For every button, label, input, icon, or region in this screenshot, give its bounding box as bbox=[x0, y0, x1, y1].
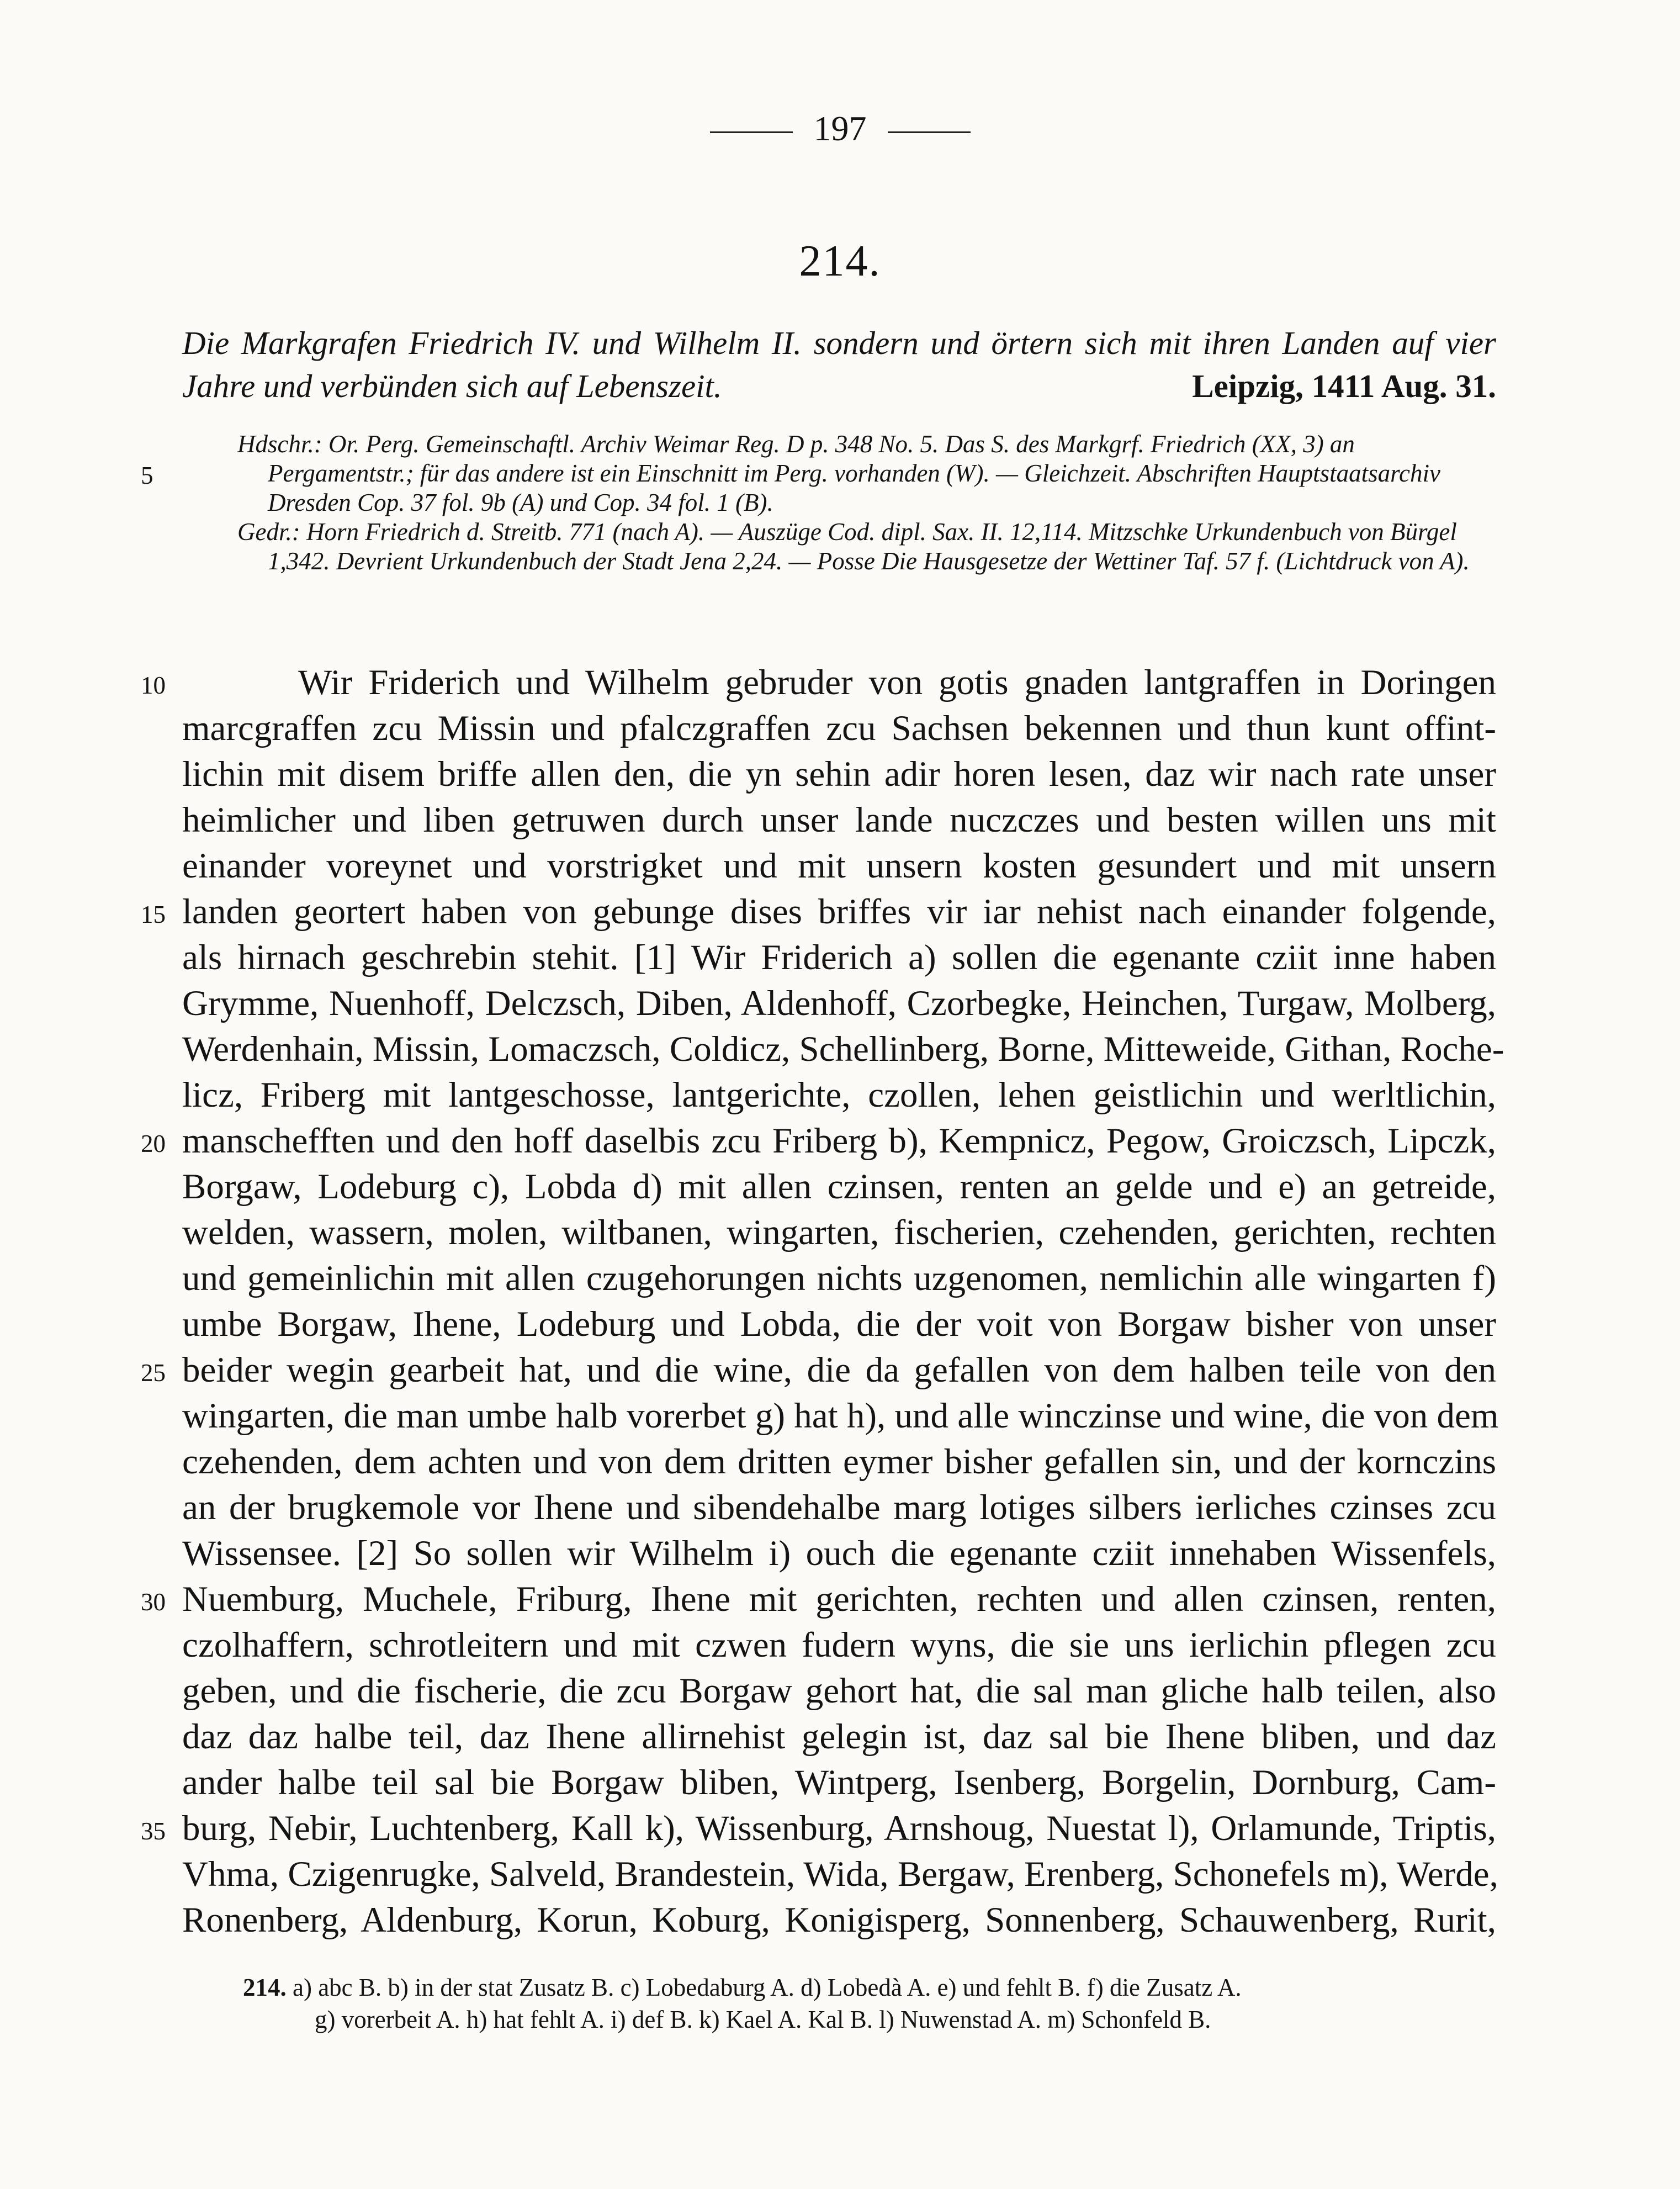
regest-date: Leipzig, 1411 Aug. 31. bbox=[1192, 368, 1496, 404]
line-number: 20 bbox=[141, 1130, 166, 1157]
text-line: Vhma, Czigenrugke, Salveld, Brandestein, Wida, Bergaw, Erenberg, Schonefels m), Werde, bbox=[182, 1854, 1498, 1894]
text-line: marcgraffen zcu Missin und pfalczgraffen zcu Sachsen bekennen und thun kunt offint- bbox=[182, 708, 1496, 748]
text-line: heimlicher und liben getruwen durch unser lande nuczczes und besten willen uns mit bbox=[182, 800, 1496, 840]
footnote-text: a) abc B. b) in der stat Zusatz B. c) Lobedaburg A. d) Lobedà A. e) und fehlt B. f) die Zusatz A. bbox=[293, 1974, 1242, 2001]
line-number: 10 bbox=[141, 671, 166, 699]
regest-text: Die Markgrafen Friedrich IV. und Wilhelm II. sondern und örtern sich mit ihren Landen auf vier Jahre und verbünden sich auf Lebenszeit. bbox=[182, 325, 1496, 404]
text-line: als hirnach geschrebin stehit. [1] Wir Friderich a) sollen die egenante cziit inne haben bbox=[182, 938, 1496, 977]
page-header bbox=[0, 108, 1680, 149]
text-line: Werdenhain, Missin, Lomaczsch, Coldicz, Schellinberg, Borne, Mitteweide, Githan, Roche- bbox=[182, 1029, 1504, 1069]
text-line: lichin mit disem briffe allen den, die yn sehin adir horen lesen, daz wir nach rate unser bbox=[182, 754, 1496, 794]
header-rule-left bbox=[710, 131, 793, 133]
regest bbox=[182, 321, 1496, 408]
page-number: 197 bbox=[813, 109, 867, 148]
text-line: und gemeinlichin mit allen czugehorungen nichts uzgenomen, nemlichin alle wingarten f) bbox=[182, 1259, 1496, 1298]
footnote-text: g) vorerbeit A. h) hat fehlt A. i) def B. k) Kael A. Kal B. l) Nuwenstad A. m) Schonfeld B. bbox=[315, 2006, 1211, 2033]
text-line: licz, Friberg mit lantgeschosse, lantgerichte, czollen, lehen geistlichin und werltlichin, bbox=[182, 1075, 1496, 1115]
line-number: 35 bbox=[141, 1817, 166, 1845]
text-line: landen geortert haben von gebunge dises briffes vir iar nehist nach einander folgende, bbox=[182, 892, 1496, 932]
text-line: ander halbe teil sal bie Borgaw bliben, Wintperg, Isenberg, Borgelin, Dornburg, Cam- bbox=[182, 1763, 1496, 1802]
line-number: 15 bbox=[141, 901, 166, 928]
text-line: einander voreynet und vorstrigket und mit unsern kosten gesundert und mit unsern bbox=[182, 846, 1496, 886]
line-number: 30 bbox=[141, 1588, 166, 1616]
text-line: Borgaw, Lodeburg c), Lobda d) mit allen czinsen, renten an gelde und e) an getreide, bbox=[182, 1167, 1496, 1207]
text-line: Nuemburg, Muchele, Friburg, Ihene mit gerichten, rechten und allen czinsen, renten, bbox=[182, 1579, 1496, 1619]
text-line: manschefften und den hoff daselbis zcu Friberg b), Kempnicz, Pegow, Groiczsch, Lipczk, bbox=[182, 1121, 1496, 1161]
text-line: welden, wassern, molen, wiltbanen, wingarten, fischerien, czehenden, gerichten, rechten bbox=[182, 1213, 1496, 1252]
footnote-line bbox=[243, 2003, 1496, 2035]
text-line: Wissensee. [2] So sollen wir Wilhelm i) ouch die egenante cziit innehaben Wissenfels, bbox=[182, 1534, 1496, 1573]
footnote-line bbox=[243, 1971, 1496, 2003]
text-line: wingarten, die man umbe halb vorerbet g) hat h), und alle winczinse und wine, die von dem bbox=[182, 1396, 1499, 1436]
text-line: Ronenberg, Aldenburg, Korun, Koburg, Konigisperg, Sonnenberg, Schauwenberg, Rurit, bbox=[182, 1900, 1496, 1940]
document-number: 214. bbox=[799, 237, 881, 285]
text-line: Wir Friderich und Wilhelm gebruder von gotis gnaden lantgraffen in Doringen bbox=[298, 663, 1496, 702]
text-line: an der brugkemole vor Ihene und sibendehalbe marg lotiges silbers ierliches czinses zcu bbox=[182, 1488, 1496, 1527]
header-rule-right bbox=[888, 131, 971, 133]
text-line: geben, und die fischerie, die zcu Borgaw gehort hat, die sal man gliche halb teilen, also bbox=[182, 1671, 1496, 1711]
line-number: 5 bbox=[141, 462, 153, 489]
text-line: czehenden, dem achten und von dem dritten eymer bisher gefallen sin, und der kornczins bbox=[182, 1442, 1496, 1482]
text-line: czolhaffern, schrotleitern und mit czwen fudern wyns, die sie uns ierlichin pflegen zcu bbox=[182, 1625, 1496, 1665]
text-line: Grymme, Nuenhoff, Delczsch, Diben, Aldenhoff, Czorbegke, Heinchen, Turgaw, Molberg, bbox=[182, 984, 1496, 1023]
text-line: beider wegin gearbeit hat, und die wine, die da gefallen von dem halben teile von den bbox=[182, 1350, 1496, 1390]
printed-sources: Gedr.: Horn Friedrich d. Streitb. 771 (nach A). — Auszüge Cod. dipl. Sax. II. 12,114. Mitzschke Urkundenbuch von Bürgel 1,342. Devrient Urkundenbuch der Stadt Jena 2,24. — Posse Die Hausgesetze der Wettiner Taf. 57 f. (Lichtdruck von A). bbox=[237, 518, 1470, 575]
source-apparatus bbox=[237, 430, 1496, 576]
document-body bbox=[182, 660, 1504, 1943]
text-line: burg, Nebir, Luchtenberg, Kall k), Wissenburg, Arnshoug, Nuestat l), Orlamunde, Triptis, bbox=[182, 1809, 1496, 1848]
text-line: umbe Borgaw, Ihene, Lodeburg und Lobda, die der voit von Borgaw bisher von unser bbox=[182, 1304, 1496, 1344]
footnotes bbox=[243, 1971, 1496, 2035]
text-line: daz daz halbe teil, daz Ihene allirnehist gelegin ist, daz sal bie Ihene bliben, und daz bbox=[182, 1717, 1496, 1757]
footnote-number: 214. bbox=[243, 1974, 287, 2001]
line-number: 25 bbox=[141, 1359, 166, 1387]
manuscript-sources: Hdschr.: Or. Perg. Gemeinschaftl. Archiv Weimar Reg. D p. 348 No. 5. Das S. des Markgrf. Friedrich (XX, 3) an Pergamentstr.; für das andere ist ein Einschnitt im Perg. vorhanden (W). — Gleichzeit. Abschriften Hauptstaatsarchiv Dresden Cop. 37 fol. 9b (A) und Cop. 34 fol. 1 (B). bbox=[237, 430, 1440, 516]
